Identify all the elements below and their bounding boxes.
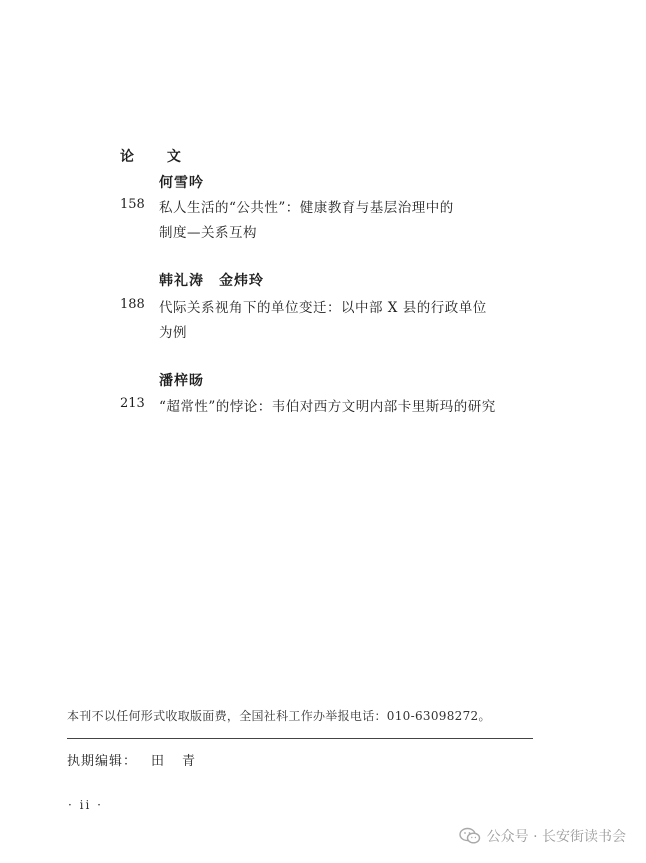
article-title-line: 制度—关系互构 [159,225,257,241]
wechat-icon [459,827,481,845]
article-title-line: 为例 [159,325,187,341]
article-author: 韩礼涛 金炜玲 [159,273,264,289]
page-number-marker: · ii · [68,798,103,812]
article-page-number: 158 [120,197,145,212]
section-heading: 论 文 [120,149,195,165]
fee-notice: 本刊不以任何形式收取版面费，全国社科工作办举报电话：010-63098272。 [67,709,491,723]
watermark-text: 公众号 · 长安街读书会 [486,829,626,845]
article-page-number: 188 [120,297,145,312]
editor-line [67,750,213,769]
editor-label: 执期编辑： [67,754,138,769]
article-title-line: “超常性”的悖论：韦伯对西方文明内部卡里斯玛的研究 [159,399,496,415]
watermark [459,826,626,846]
editor-name: 田青 [151,754,214,769]
footer-divider [67,738,533,739]
article-author: 何雪吟 [159,175,204,191]
article-author: 潘梓旸 [159,373,204,389]
article-title-line: 私人生活的“公共性”：健康教育与基层治理中的 [159,200,454,216]
article-title-line: 代际关系视角下的单位变迁：以中部 X 县的行政单位 [159,300,487,316]
article-page-number: 213 [120,396,145,411]
